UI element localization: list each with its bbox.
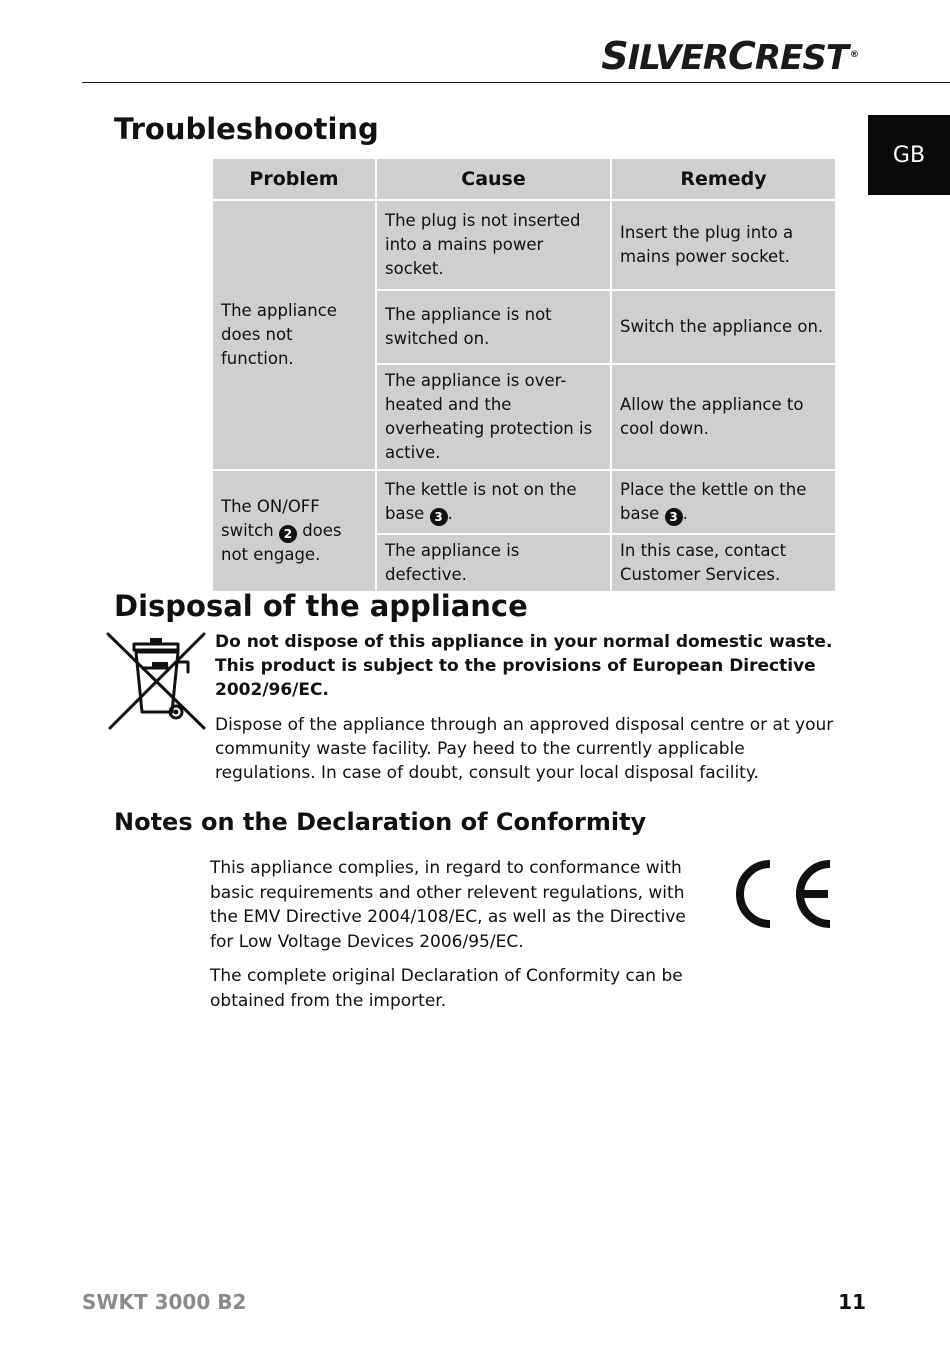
brand-logo: SILVERCREST ® bbox=[601, 34, 858, 78]
disposal-title: Disposal of the appliance bbox=[114, 589, 528, 623]
problem-cell: The ON/OFF switch 2 does not engage. bbox=[212, 470, 376, 592]
table-row bbox=[212, 470, 836, 534]
troubleshooting-table bbox=[211, 157, 837, 593]
page-number: 11 bbox=[838, 1290, 866, 1314]
conformity-title: Notes on the Declaration of Conformity bbox=[114, 808, 647, 836]
header-cause: Cause bbox=[376, 158, 611, 200]
problem-cell: The appliance does not function. bbox=[212, 200, 376, 470]
header-rule bbox=[82, 82, 950, 83]
disposal-text: Dispose of the appliance through an approved disposal centre or at your community waste facility. Pay heed to the currently applicable regulations. In case of doubt, consult your local disposal facility. bbox=[215, 715, 834, 783]
cause-cell: The appliance is defective. bbox=[376, 534, 611, 592]
crossed-bin-icon bbox=[106, 632, 206, 730]
remedy-cell: Switch the appliance on. bbox=[611, 290, 836, 364]
ce-mark-icon bbox=[728, 858, 834, 930]
header-remedy: Remedy bbox=[611, 158, 836, 200]
conformity-paragraph-2: The complete original Declaration of Conformity can be obtained from the importer. bbox=[210, 966, 683, 1011]
remedy-cell: In this case, contact Customer Services. bbox=[611, 534, 836, 592]
troubleshooting-title: Troubleshooting bbox=[114, 112, 379, 146]
language-tab: GB bbox=[868, 115, 950, 195]
remedy-cell: Allow the appliance to cool down. bbox=[611, 364, 836, 470]
cause-cell: The kettle is not on the base 3 . bbox=[376, 470, 611, 534]
disposal-warning: Do not dispose of this appliance in your normal domestic waste. This product is subject to the provisions of European Directive 2002/96/EC. bbox=[215, 632, 833, 700]
cause-cell: The plug is not inserted into a mains power socket. bbox=[376, 200, 611, 290]
cause-cell: The appliance is over-heated and the overheating protection is active. bbox=[376, 364, 611, 470]
number-3-icon: 3 bbox=[430, 508, 448, 526]
cause-cell: The appliance is not switched on. bbox=[376, 290, 611, 364]
number-2-icon: 2 bbox=[279, 525, 297, 543]
conformity-paragraph-1: This appliance complies, in regard to conformance with basic requirements and other relevent regulations, with the EMV Directive 2004/108/EC, as well as the Directive for Low Voltage Devices 2006/95/EC. bbox=[210, 858, 686, 952]
remedy-cell: Insert the plug into a mains power socket. bbox=[611, 200, 836, 290]
model-number: SWKT 3000 B2 bbox=[82, 1290, 247, 1314]
table-row bbox=[212, 200, 836, 290]
remedy-cell: Place the kettle on the base 3 . bbox=[611, 470, 836, 534]
number-3-icon: 3 bbox=[665, 508, 683, 526]
header-problem: Problem bbox=[212, 158, 376, 200]
